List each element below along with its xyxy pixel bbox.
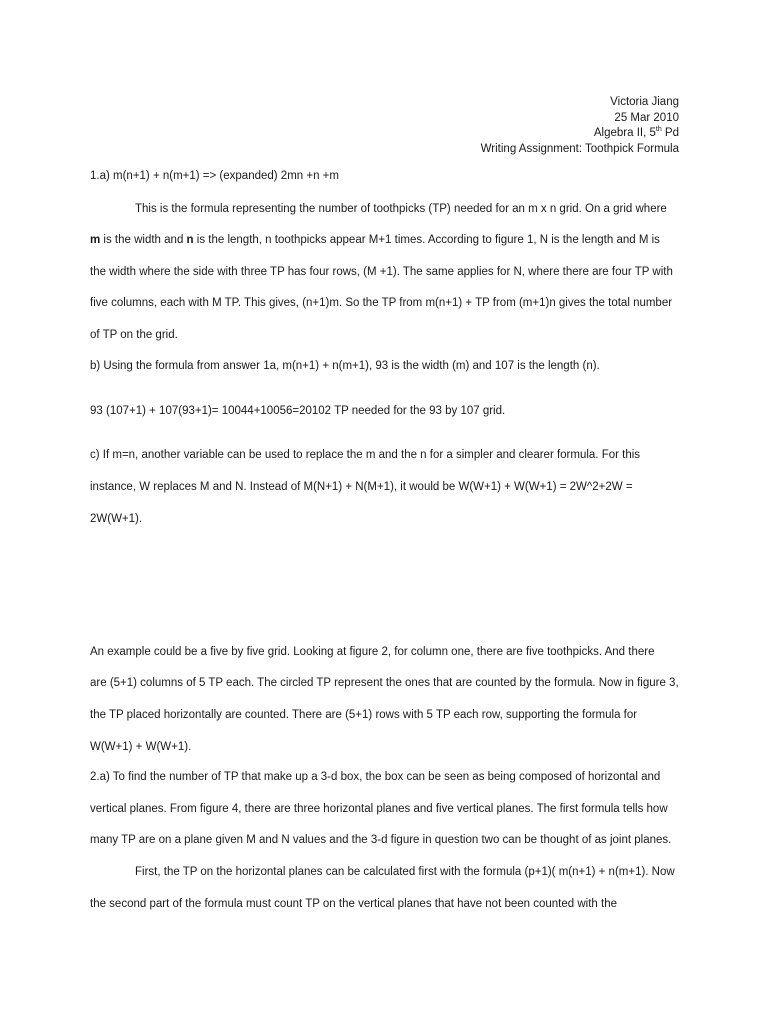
- paragraph-line: many TP are on a plane given M and N values and the 3-d figure in question two can be thought of as joint planes.: [90, 834, 672, 846]
- document-header: [481, 95, 679, 157]
- class-period: Algebra II, 5th Pd: [593, 126, 679, 139]
- paragraph-line: five columns, each with M TP. This gives, (n+1)m. So the TP from m(n+1) + TP from (m+1)n gives the total number: [90, 297, 673, 309]
- paragraph-line: the TP placed horizontally are counted. There are (5+1) rows with 5 TP each row, supporting the formula for: [90, 709, 638, 721]
- question-2a: 2.a) To find the number of TP that make up a 3-d box, the box can be seen as being composed of horizontal and: [90, 771, 661, 783]
- question-1b: b) Using the formula from answer 1a, m(n+1) + n(m+1), 93 is the width (m) and 107 is the length (n).: [90, 360, 600, 372]
- paragraph-line: of TP on the grid.: [90, 329, 178, 341]
- question-1a: 1.a) m(n+1) + n(m+1) => (expanded) 2mn +n +m: [90, 170, 339, 182]
- paragraph-line: This is the formula representing the number of toothpicks (TP) needed for an m x n grid. On a grid where: [135, 203, 667, 215]
- paragraph-line: instance, W replaces M and N. Instead of M(N+1) + N(M+1), it would be W(W+1) + W(W+1) = 2W^2+2W =: [90, 481, 633, 493]
- paragraph-line: vertical planes. From figure 4, there are three horizontal planes and five vertical planes. The first formula tells how: [90, 803, 668, 815]
- example-paragraph: An example could be a five by five grid. Looking at figure 2, for column one, there are five toothpicks. And there: [90, 646, 655, 658]
- paragraph-line: First, the TP on the horizontal planes can be calculated first with the formula (p+1)( m(n+1) + n(m+1). Now: [135, 866, 675, 878]
- assignment-title: Writing Assignment: Toothpick Formula: [480, 142, 679, 155]
- paragraph-line: the second part of the formula must count TP on the vertical planes that have not been counted with the: [90, 898, 617, 910]
- paragraph-line: m is the width and n is the length, n toothpicks appear M+1 times. According to figure 1, N is the length and M is: [90, 234, 660, 246]
- paragraph-line: W(W+1) + W(W+1).: [90, 741, 192, 753]
- calculation-line: 93 (107+1) + 107(93+1)= 10044+10056=20102 TP needed for the 93 by 107 grid.: [90, 405, 506, 417]
- paragraph-line: are (5+1) columns of 5 TP each. The circled TP represent the ones that are counted by the formula. Now in figure 3,: [90, 677, 679, 689]
- question-1c: c) If m=n, another variable can be used to replace the m and the n for a simpler and clearer formula. For this: [90, 449, 641, 461]
- paragraph-line: 2W(W+1).: [90, 513, 143, 525]
- author-name: Victoria Jiang: [610, 96, 679, 108]
- document-date: 25 Mar 2010: [614, 111, 679, 124]
- paragraph-line: the width where the side with three TP has four rows, (M +1). The same applies for N, where there are four TP with: [90, 266, 673, 278]
